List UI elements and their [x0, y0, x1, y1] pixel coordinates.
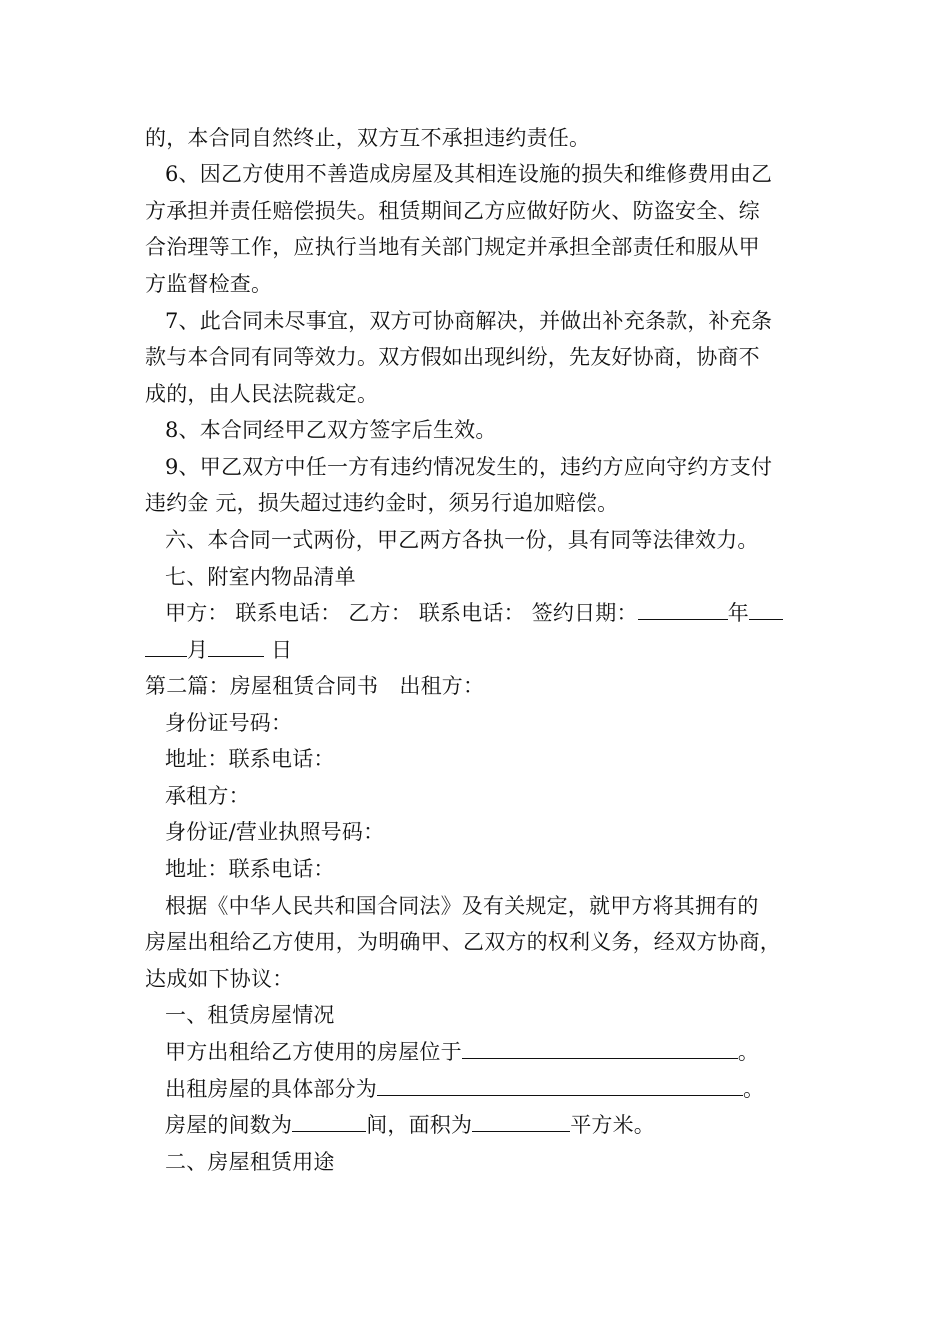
section-1-title: 一、租赁房屋情况: [165, 1003, 335, 1027]
tenant-label: 承租方：: [165, 784, 250, 808]
preamble-line: 达成如下协议：: [145, 967, 294, 991]
rooms-blank: [292, 1111, 366, 1132]
year-label: 年: [727, 601, 749, 625]
area-blank: [472, 1111, 570, 1132]
rental-part-blank: [377, 1075, 743, 1096]
section-6: 六、本合同一式两份，甲乙两方各执一份，具有同等法律效力。: [165, 528, 759, 552]
day-label: 日: [271, 638, 293, 662]
section-2-title: 二、房屋租赁用途: [165, 1150, 335, 1174]
rooms-label: 房屋的间数为: [165, 1113, 293, 1137]
rental-part-line: [165, 1075, 764, 1103]
signature-month-blank-2: [145, 636, 187, 657]
preamble-line: 根据《中华人民共和国合同法》及有关规定，就甲方将其拥有的: [165, 894, 759, 918]
rooms-area-line: [165, 1111, 655, 1139]
signature-year-blank: [638, 599, 728, 620]
rooms-unit: 间，面积为: [366, 1113, 473, 1137]
landlord-address: 地址：联系电话：: [165, 747, 335, 771]
signature-month-blank-1: [749, 599, 783, 620]
text-line: 违约金 元，损失超过违约金时，须另行追加赔偿。: [145, 491, 619, 515]
tenant-address: 地址：联系电话：: [165, 857, 335, 881]
text-line: 合治理等工作，应执行当地有关部门规定并承担全部责任和服从甲: [145, 235, 760, 259]
location-label: 甲方出租给乙方使用的房屋位于: [165, 1040, 462, 1064]
signature-day-blank: [208, 636, 264, 657]
section-7: 七、附室内物品清单: [165, 565, 356, 589]
clause-6: 6、因乙方使用不善造成房屋及其相连设施的损失和维修费用由乙: [165, 162, 773, 186]
tenant-id: 身份证/营业执照号码：: [165, 820, 385, 844]
area-unit: 平方米。: [570, 1113, 656, 1137]
text-line: 的，本合同自然终止，双方互不承担违约责任。: [145, 126, 591, 150]
landlord-id: 身份证号码：: [165, 711, 293, 735]
location-blank: [462, 1038, 738, 1059]
location-line: [165, 1038, 759, 1066]
signature-line-cont: [145, 636, 292, 664]
clause-7: 7、此合同未尽事宜，双方可协商解决，并做出补充条款，补充条: [165, 309, 773, 333]
part2-heading: 第二篇：房屋租赁合同书 出租方：: [145, 674, 485, 698]
rental-part-end: 。: [743, 1077, 765, 1101]
location-end: 。: [737, 1040, 760, 1064]
signature-line: [165, 599, 783, 627]
month-label: 月: [187, 638, 209, 662]
text-line: 方承担并责任赔偿损失。租赁期间乙方应做好防火、防盗安全、综: [145, 199, 760, 223]
rental-part-label: 出租房屋的具体部分为: [165, 1077, 377, 1101]
signature-labels: 甲方： 联系电话： 乙方： 联系电话： 签约日期：: [165, 601, 638, 625]
text-line: 成的，由人民法院裁定。: [145, 382, 379, 406]
preamble-line: 房屋出租给乙方使用，为明确甲、乙双方的权利义务，经双方协商，: [145, 930, 781, 954]
clause-8: 8、本合同经甲乙双方签字后生效。: [165, 418, 497, 442]
text-line: 款与本合同有同等效力。双方假如出现纠纷，先友好协商，协商不: [145, 345, 760, 369]
clause-9: 9、甲乙双方中任一方有违约情况发生的，违约方应向守约方支付: [165, 455, 773, 479]
text-line: 方监督检查。: [145, 272, 273, 296]
